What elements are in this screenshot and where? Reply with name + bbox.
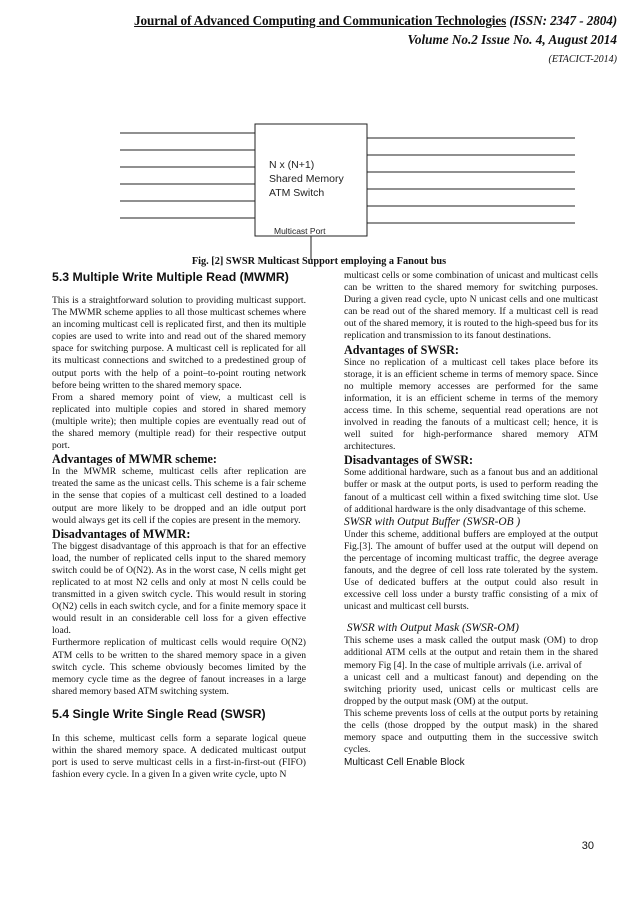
left-column [52, 270, 306, 781]
multicast-port-label: Multicast Port [274, 226, 326, 236]
heading-swsr-om: SWSR with Output Mask (SWSR-OM) [344, 622, 519, 635]
paragraph: multicast cells or some combination of unicast and multicast cells can be written to the shared memory for switching purposes. During a given read cycle, upto N unicast cells and one multicast can be read out of the shared memory. If a multicast cell is read out of the shared memory, it is routed to the high-speed bus for its replication and transmission to its fanout destinations. [344, 270, 598, 342]
box-line-2: Shared Memory [269, 173, 344, 185]
paragraph: In the MWMR scheme, multicast cells after replication are treated the same as the unicast cells. This scheme is a fair scheme in the sense that copies of a multicast cell destined to a loaded output are more likely to be dropped and an idle output port would always get its cell if the copies are present in the memory. [52, 466, 306, 526]
conference-tag: (ETACICT-2014) [548, 54, 617, 65]
paragraph: This scheme uses a mask called the output mask (OM) to drop additional ATM cells at the output and retain them in the shared memory Fig [4]. In the case of multiple arrivals (i.e. arrival of [344, 635, 598, 671]
journal-volume: Volume No.2 Issue No. 4, August 2014 [407, 32, 617, 47]
heading-advantages-mwmr: Advantages of MWMR scheme: [52, 452, 217, 467]
paragraph: Some additional hardware, such as a fanout bus and an additional buffer or mask at the output ports, is used to perform reading the fanout of a multicast cell within a fixed switching time slot. Use of additional hardware is the only disadvantage of this scheme. [344, 467, 598, 515]
paragraph: This is a straightforward solution to providing multicast support. The MWMR scheme applies to all those multicast schemes where an incoming multicast cell is replicated first, and then its multiple copies are used to write into and read out of the shared memory space for switching purpose. A multicast cell is replicated for all its multicast connections and switched to a predestined group of output ports with the help of a point–to-point routing network before being written to the shared memory space. [52, 295, 306, 391]
paragraph: Furthermore replication of multicast cells would require O(N2) ATM cells to be written to the shared memory space in a given switch cycle. This scheme obviously becomes limited by the memory cycle time as the degree of fanout increases in a large shared memory based ATM switching system. [52, 637, 306, 697]
paragraph: a unicast cell and a multicast fanout) and depending on the switching priority used, unicast cells or multicast cells are dropped by the output mask (OM) at the output. [344, 671, 598, 707]
heading-advantages-swsr: Advantages of SWSR: [344, 342, 459, 357]
page-number: 30 [581, 840, 594, 852]
journal-issn: (ISSN: 2347 - 2804) [509, 13, 617, 28]
heading-disadvantages-swsr: Disadvantages of SWSR: [344, 453, 474, 468]
paragraph: Since no replication of a multicast cell takes place before its storage, it is an efficient scheme in terms of memory space. Since no multiple memory accesses are performed for the same information, it is an efficient scheme in terms of the memory access time. In this scheme, sequential read operations are not involved in reading the fanouts of a multicast cell; hence, it is well suited for high-performance shared memory ATM architectures. [344, 356, 598, 453]
paragraph: Under this scheme, additional buffers are employed at the output Fig.[3]. The amount of buffer used at the output will depend on the percentage of incoming multicast traffic, the degree average fanouts, and the degree of cell loss rate tolerated by the system. Use of dedicated buffers at the output could also result in excessive cell loss under a bursty traffic consisting of a mix of unicast and multicast cell bursts. [344, 528, 598, 613]
heading-swsr-ob: SWSR with Output Buffer (SWSR-OB ) [344, 515, 521, 528]
section-heading-5-4: 5.4 Single Write Single Read (SWSR) [52, 706, 266, 721]
paragraph: From a shared memory point of view, a multicast cell is replicated into multiple copies and stored in shared memory (multiple write); then multiple copies are eventually read out of the shared memory (multiple read) for their respective output port. [52, 391, 306, 452]
figure-caption: Fig. [2] SWSR Multicast Support employing a Fanout bus [191, 256, 447, 267]
paragraph: This scheme prevents loss of cells at the output ports by retaining the cells (those dropped by the output mask) in the shared memory space and outputting them in the successive switch cycles. [344, 707, 598, 756]
journal-title: Journal of Advanced Computing and Communication Technologies [134, 13, 507, 28]
heading-disadvantages-mwmr: Disadvantages of MWMR: [52, 526, 191, 541]
box-line-3: ATM Switch [269, 187, 325, 199]
paragraph: In this scheme, multicast cells form a separate logical queue within the shared memory space. A dedicated multicast output port is used to serve multicast cells in a first-in-first-out (FIFO) fashion every cycle. In a given In a given write cycle, upto N [52, 732, 306, 781]
section-heading-5-3: 5.3 Multiple Write Multiple Read (MWMR) [52, 270, 289, 284]
journal-header [0, 13, 617, 29]
box-line-1: N x (N+1) [269, 159, 315, 171]
fanout-bus-figure [120, 100, 580, 260]
multicast-cell-enable-block: Multicast Cell Enable Block [344, 757, 465, 769]
paragraph: The biggest disadvantage of this approach is that for an effective load, the number of replicated cells input to the shared memory switch could be of O(N2). As in the worst case, N cells might get replicated to at most N2 cells and only at most N cells could be transmitted in a given switch cycle. This would result in storing O(N2) cells in each switch cycle, and for a finite memory space it would result in an considerable cell loss for a given effective load. [52, 540, 306, 637]
right-column [344, 270, 598, 769]
